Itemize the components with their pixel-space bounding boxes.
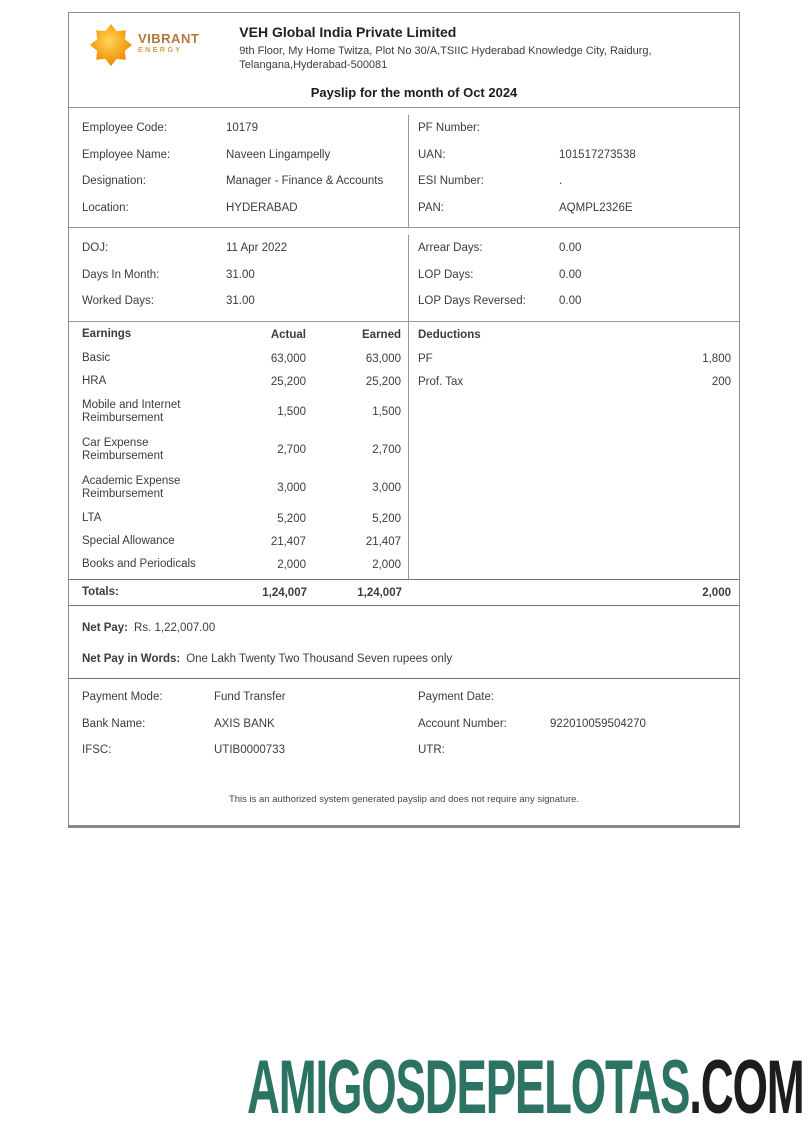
doj-row [69,235,408,262]
account-number-label: Account Number: [418,717,507,730]
earning-earned: 25,200 [365,375,401,388]
earning-earned: 1,500 [372,406,401,418]
ifsc-row [69,737,409,764]
lop-days-reversed-row [409,288,739,315]
employee-code-row [69,115,408,142]
earnings-row-hra [69,370,408,393]
arrear-days-value: 0.00 [559,242,582,255]
actual-header: Actual [270,328,306,341]
earning-earned: 21,407 [365,535,401,548]
earnings-header-row [69,322,408,347]
brand-text [138,31,199,54]
pan-value: AQMPL2326E [559,201,633,214]
designation-value: Manager - Finance & Accounts [226,175,384,188]
net-pay-words-line [82,643,739,674]
attendance-left [69,235,409,321]
earnings-row-special-allowance [69,530,408,553]
lop-days-reversed-value: 0.00 [559,295,582,308]
company-address-line2: Telangana,Hyderabad-500081 [239,59,388,71]
employee-name-value: Naveen Lingampelly [226,148,331,161]
attendance-right [409,235,739,321]
earnings-row-basic [69,347,408,370]
earning-actual: 21,407 [270,535,306,548]
deductions-header: Deductions [418,328,481,341]
earning-actual: 25,200 [270,375,306,388]
designation-label: Designation: [82,175,146,188]
employee-details-left [69,115,409,227]
earning-name: Basic [82,352,111,364]
lop-days-row [409,262,739,289]
earnings-deductions-section [69,321,739,579]
days-in-month-row [69,262,408,289]
net-pay-words-label: Net Pay in Words: [82,652,181,665]
bank-name-row [69,711,409,738]
earning-actual: 63,000 [270,352,306,365]
earnings-row-mobile-internet [69,393,408,431]
location-label: Location: [82,201,129,214]
esi-number-row [409,168,739,195]
worked-days-label: Worked Days: [82,295,155,308]
lop-days-value: 0.00 [559,268,582,281]
earning-name: Mobile and Internet Reimbursement [82,399,181,424]
attendance-section [69,227,739,321]
totals-earned: 1,24,007 [357,586,402,599]
uan-label: UAN: [418,148,446,161]
designation-row [69,168,408,195]
earning-earned: 3,000 [372,482,401,494]
bank-name-label: Bank Name: [82,717,146,730]
pf-number-row [409,115,739,142]
sunburst-icon [89,23,133,72]
company-address [239,44,651,72]
payment-left [69,684,409,764]
location-row [69,195,408,222]
pf-number-label: PF Number: [418,122,480,135]
account-number-row [409,711,739,738]
earning-actual: 5,200 [277,512,306,525]
ifsc-label: IFSC: [82,744,112,757]
brand-subtitle: ENERGY [138,47,183,54]
days-in-month-label: Days In Month: [82,268,160,281]
uan-row [409,142,739,169]
pan-row [409,195,739,222]
totals-actual: 1,24,007 [262,586,307,599]
company-block [239,24,651,72]
location-value: HYDERABAD [226,201,298,214]
deduction-amount: 200 [711,375,731,388]
payment-mode-value: Fund Transfer [214,691,286,704]
worked-days-row [69,288,408,315]
deduction-name: PF [418,352,433,365]
authorization-note: This is an authorized system generated payslip and does not require any signature. [228,793,580,805]
earnings-table [69,322,409,579]
esi-number-value: . [559,175,563,188]
earning-name: LTA [82,512,102,524]
payslip-title: Payslip for the month of Oct 2024 [310,85,518,100]
net-pay-line [82,612,739,643]
watermark-name: AMIGOSDEPELOTAS [247,1045,690,1130]
earning-name: Special Allowance [82,535,175,547]
arrear-days-row [409,235,739,262]
esi-number-label: ESI Number: [418,175,484,188]
ifsc-value: UTIB0000733 [214,744,285,757]
deduction-row-pf [409,347,739,370]
earning-name: Car Expense Reimbursement [82,437,164,462]
worked-days-value: 31.00 [226,295,255,308]
earning-actual: 2,000 [277,558,306,571]
earning-earned: 63,000 [365,352,401,365]
net-pay-value: Rs. 1,22,007.00 [134,621,216,634]
doj-value: 11 Apr 2022 [226,242,288,255]
earning-earned: 2,000 [372,558,401,571]
earning-earned: 5,200 [372,512,401,525]
company-logo [89,23,199,72]
earnings-row-academic-expense [69,469,408,507]
lop-days-label: LOP Days: [418,268,474,281]
earning-earned: 2,700 [372,444,401,456]
company-name: VEH Global India Private Limited [239,24,457,40]
totals-label: Totals: [82,586,119,598]
earning-actual: 3,000 [277,482,306,494]
deductions-table [409,322,739,579]
payment-date-row [409,684,739,711]
account-number-value: 922010059504270 [550,717,646,730]
payslip-header [69,13,739,107]
deduction-row-prof-tax [409,370,739,393]
earning-name: Books and Periodicals [82,558,196,570]
watermark-tld: .COM [689,1045,804,1130]
employee-code-value: 10179 [226,122,258,135]
employee-details-right [409,115,739,227]
deduction-amount: 1,800 [702,352,731,365]
lop-days-reversed-label: LOP Days Reversed: [418,295,526,308]
uan-value: 101517273538 [559,148,636,161]
brand-name: VIBRANT [138,31,200,46]
employee-name-row [69,142,408,169]
totals-deductions: 2,000 [702,586,731,599]
deductions-header-row [409,322,739,347]
deduction-name: Prof. Tax [418,375,464,388]
doj-label: DOJ: [82,242,109,255]
earning-name: HRA [82,375,107,387]
utr-label: UTR: [418,744,445,757]
payment-mode-label: Payment Mode: [82,691,163,704]
earned-header: Earned [362,328,401,341]
net-pay-label: Net Pay: [82,621,129,634]
bank-name-value: AXIS BANK [214,717,275,730]
earning-name: Academic Expense Reimbursement [82,475,181,500]
pan-label: PAN: [418,201,444,214]
employee-code-label: Employee Code: [82,122,168,135]
site-watermark [247,1045,804,1130]
earning-actual: 2,700 [277,444,306,456]
payslip-document [68,12,740,828]
payment-mode-row [69,684,409,711]
earnings-row-car-expense [69,431,408,469]
employee-name-label: Employee Name: [82,148,171,161]
company-address-line1: 9th Floor, My Home Twitza, Plot No 30/A,TSIIC Hyderabad Knowledge City, Raidurg, [239,45,652,57]
payment-date-label: Payment Date: [418,691,495,704]
totals-row [69,579,739,606]
earnings-row-lta [69,507,408,530]
days-in-month-value: 31.00 [226,268,255,281]
payment-section [69,679,739,825]
arrear-days-label: Arrear Days: [418,242,483,255]
net-pay-words-value: One Lakh Twenty Two Thousand Seven rupees only [186,652,453,665]
payment-right [409,684,739,764]
utr-row [409,737,739,764]
earnings-header: Earnings [82,328,132,340]
earning-actual: 1,500 [277,406,306,418]
earnings-row-books-periodicals [69,553,408,576]
employee-details-section [69,107,739,227]
net-pay-section [69,606,739,679]
